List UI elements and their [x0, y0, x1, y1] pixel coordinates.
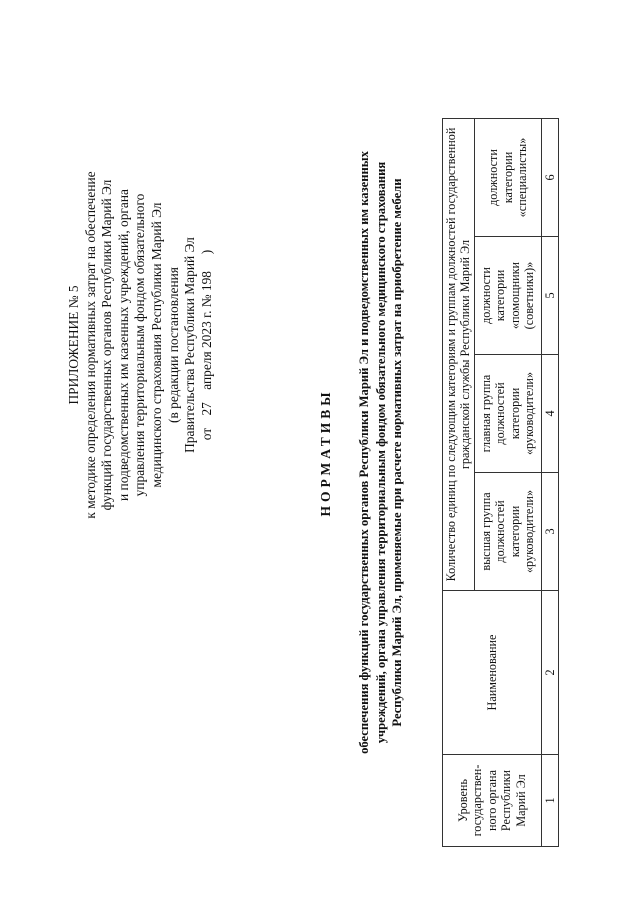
- header-quantity-group: Количество единиц по следующим категориям и группам должностей государственной гражданской службы Республики Марий Эл: [443, 119, 475, 591]
- norms-table: [442, 118, 559, 847]
- date-month-year: апреля 2023 г. №: [198, 294, 214, 390]
- appendix-title: ПРИЛОЖЕНИЕ № 5: [66, 285, 81, 405]
- column-number: 4: [541, 355, 558, 473]
- norms-subtitle: [356, 40, 406, 865]
- header-senior-heads: высшая группа должностей категории «руководители»: [474, 473, 541, 591]
- date-day: 27: [198, 402, 214, 416]
- date-prefix: от: [198, 427, 214, 441]
- appendix-line: и подведомственных им казенных учреждений, органа: [115, 189, 131, 501]
- appendix-line: функций государственных органов Республики Марий Эл: [99, 179, 115, 511]
- appendix-block: [66, 85, 215, 605]
- appendix-line: медицинского страхования Республики Марий Эл: [148, 202, 164, 488]
- header-level: Уровень государствен- ного органа Республики Марий Эл: [443, 755, 542, 847]
- column-number: 2: [541, 591, 558, 755]
- date-number: 198: [198, 270, 214, 292]
- column-number: 5: [541, 237, 558, 355]
- appendix-line: управления территориальным фондом обязательного: [132, 193, 148, 497]
- norms-title: НОРМАТИВЫ: [318, 388, 333, 517]
- column-number: 3: [541, 473, 558, 591]
- appendix-line: (в редакции постановления: [165, 267, 181, 423]
- column-number: 1: [541, 755, 558, 847]
- date-suffix: ): [198, 249, 214, 255]
- header-chief-heads: главная группа должностей категории «руководители»: [474, 355, 541, 473]
- subtitle-line: обеспечения функций государственных органов Республики Марий Эл и подведомственных им казенных: [357, 151, 371, 754]
- appendix-date-line: [199, 85, 216, 605]
- header-specialists: должности категории «специалисты»: [474, 119, 541, 237]
- appendix-line: к методике определения нормативных затрат на обеспечение: [82, 171, 98, 519]
- column-number: 6: [541, 119, 558, 237]
- subtitle-line: учреждений, органа управления территориальным фондом обязательного медицинского страхования: [373, 161, 388, 744]
- appendix-line: Правительства Республики Марий Эл: [182, 237, 198, 453]
- header-name: Наименование: [443, 591, 542, 755]
- header-assistants: должности категории «помощники (советники)»: [474, 237, 541, 355]
- subtitle-line: Республики Марий Эл, применяемые при расчете нормативных затрат на приобретение мебели: [390, 178, 405, 727]
